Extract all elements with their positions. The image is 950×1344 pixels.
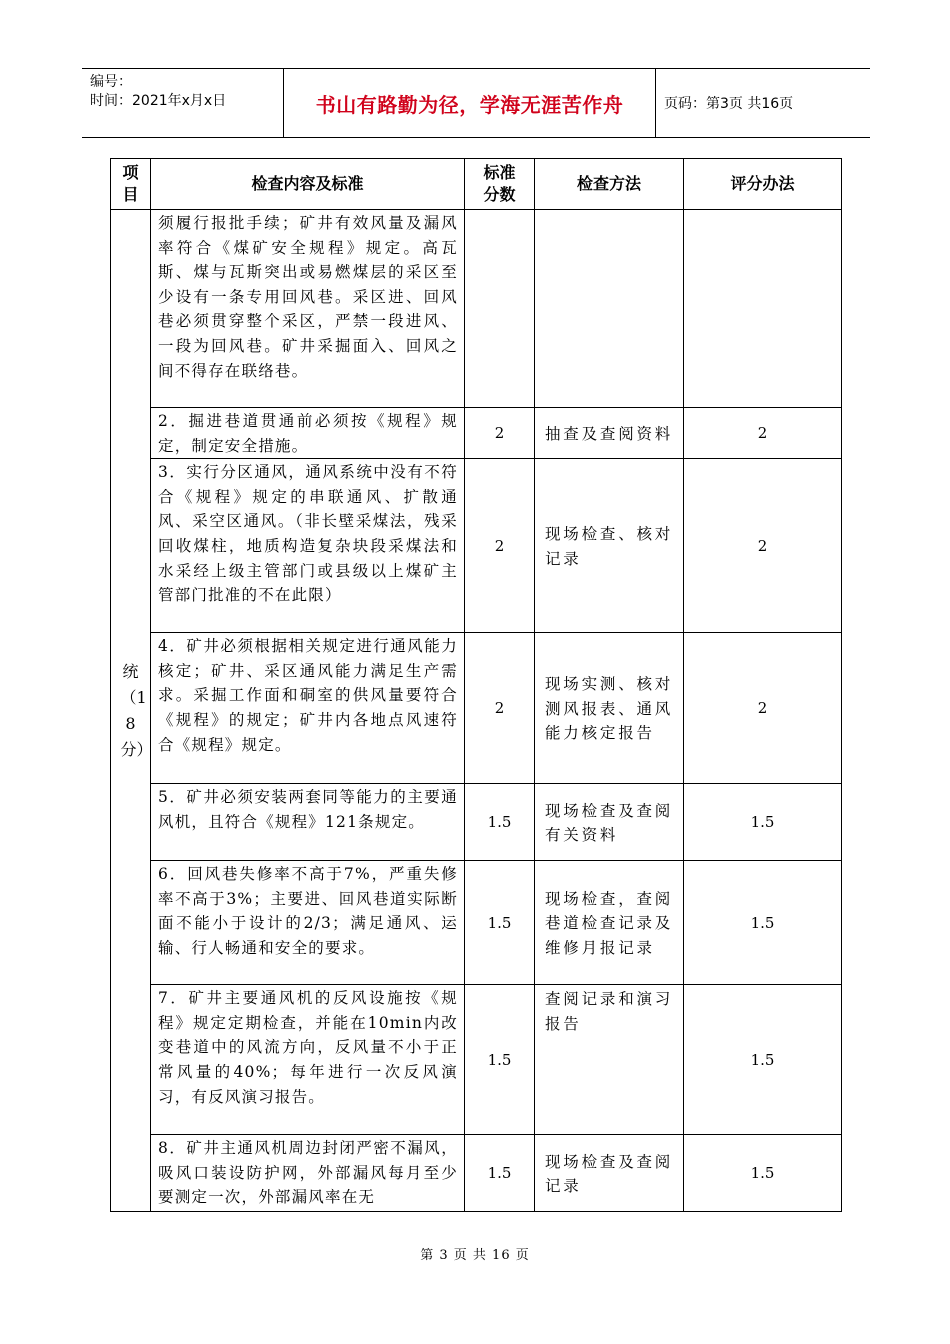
eval-cell: 2 <box>684 633 842 784</box>
content-cell: 6．回风巷失修率不高于7%，严重失修率不高于3%；主要进、回风巷道实际断面不能小于设计的2/3；满足通风、运输、行人畅通和安全的要求。 <box>151 861 465 985</box>
eval-cell <box>684 210 842 408</box>
method-cell: 抽查及查阅资料 <box>535 408 684 459</box>
table-row <box>111 210 842 408</box>
table-row <box>111 861 842 985</box>
score-cell: 2 <box>465 459 535 633</box>
eval-cell: 1.5 <box>684 1135 842 1212</box>
header-page-info: 页码：第3页 共16页 <box>664 96 794 112</box>
inspection-table <box>110 158 842 1212</box>
table-header-row <box>111 159 842 210</box>
header-content: 检查内容及标准 <box>151 159 465 210</box>
header-meta <box>82 69 284 137</box>
document-date: 时间：2021年x月x日 <box>90 93 227 109</box>
document-number-label: 编号： <box>90 74 132 90</box>
method-cell: 现场检查及查阅记录 <box>535 1135 684 1212</box>
content-cell: 须履行报批手续；矿井有效风量及漏风率符合《煤矿安全规程》规定。高瓦斯、煤与瓦斯突出或易燃煤层的采区至少设有一条专用回风巷。采区进、回风巷必须贯穿整个采区，严禁一段进风、一段为回风巷。矿井采掘面入、回风之间不得存在联络巷。 <box>151 210 465 408</box>
table-row <box>111 985 842 1135</box>
item-category-cell <box>111 210 151 1212</box>
content-cell: 7．矿井主要通风机的反风设施按《规程》规定定期检查，并能在10min内改变巷道中的风流方向，反风量不小于正常风量的40%；每年进行一次反风演习，有反风演习报告。 <box>151 985 465 1135</box>
score-cell: 1.5 <box>465 861 535 985</box>
eval-cell: 1.5 <box>684 861 842 985</box>
item-category-label: 统（18分） <box>120 661 153 759</box>
eval-cell: 1.5 <box>684 784 842 861</box>
content-cell: 8．矿井主通风机周边封闭严密不漏风，吸风口装设防护网，外部漏风每月至少要测定一次，外部漏风率在无 <box>151 1135 465 1212</box>
content-cell: 5．矿井必须安装两套同等能力的主要通风机，且符合《规程》121条规定。 <box>151 784 465 861</box>
eval-cell: 2 <box>684 459 842 633</box>
header-motto: 书山有路勤为径，学海无涯苦作舟 <box>284 69 656 137</box>
page-footer: 第 3 页 共 16 页 <box>420 1248 530 1263</box>
method-cell <box>535 210 684 408</box>
header-method: 检查方法 <box>535 159 684 210</box>
content-cell: 3．实行分区通风，通风系统中没有不符合《规程》规定的串联通风、扩散通风、采空区通风。（非长壁采煤法，残采回收煤柱，地质构造复杂块段采煤法和水采经上级主管部门或县级以上煤矿主管部门批准的不在此限） <box>151 459 465 633</box>
table-row <box>111 784 842 861</box>
eval-cell: 2 <box>684 408 842 459</box>
content-cell: 2．掘进巷道贯通前必须按《规程》规定，制定安全措施。 <box>151 408 465 459</box>
score-cell: 1.5 <box>465 985 535 1135</box>
table-row <box>111 408 842 459</box>
header-item: 项目 <box>111 159 151 210</box>
method-cell: 现场实测、核对测风报表、通风能力核定报告 <box>535 633 684 784</box>
page-header <box>82 68 870 138</box>
table-row <box>111 633 842 784</box>
content-cell: 4．矿井必须根据相关规定进行通风能力核定；矿井、采区通风能力满足生产需求。采掘工作面和硐室的供风量要符合《规程》的规定；矿井内各地点风速符合《规程》规定。 <box>151 633 465 784</box>
score-cell: 1.5 <box>465 1135 535 1212</box>
score-cell: 1.5 <box>465 784 535 861</box>
header-eval: 评分办法 <box>684 159 842 210</box>
score-cell: 2 <box>465 408 535 459</box>
method-cell: 现场检查、核对记录 <box>535 459 684 633</box>
method-cell: 现场检查，查阅巷道检查记录及维修月报记录 <box>535 861 684 985</box>
header-score: 标准分数 <box>465 159 535 210</box>
eval-cell: 1.5 <box>684 985 842 1135</box>
method-cell: 现场检查及查阅有关资料 <box>535 784 684 861</box>
table-row <box>111 1135 842 1212</box>
method-cell: 查阅记录和演习报告 <box>535 985 684 1135</box>
score-cell <box>465 210 535 408</box>
table-row <box>111 459 842 633</box>
score-cell: 2 <box>465 633 535 784</box>
